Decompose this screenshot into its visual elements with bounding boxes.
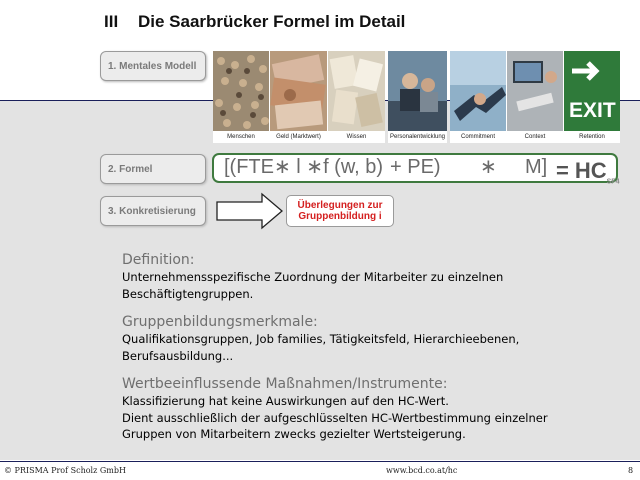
caption-menschen: Menschen xyxy=(227,134,255,140)
section-number: III xyxy=(104,12,119,31)
coaching-photo xyxy=(388,51,447,131)
page-number: 8 xyxy=(628,466,634,475)
title-text: Die Saarbrücker Formel im Detail xyxy=(138,12,406,31)
caption-wissen: Wissen xyxy=(346,134,367,140)
photo-strip-left xyxy=(213,51,385,143)
office-desk-photo xyxy=(507,51,563,131)
definition-line-1: Unternehmensspezifische Zuordnung der Mitarbeiter zu einzelnen xyxy=(122,270,504,284)
massnahmen-line-2: Dient ausschließlich der aufgeschlüsselten HC-Wertbestimmung einzelner xyxy=(122,410,548,425)
hc-symbol: HC xyxy=(574,158,607,183)
formula-result xyxy=(556,158,619,185)
footer-url[interactable]: www.bcd.co.at/hc xyxy=(386,466,458,475)
handshake-photo xyxy=(450,51,506,131)
formula-multiply: ∗ xyxy=(480,156,497,178)
definition-text xyxy=(122,269,503,302)
callout-line-1: Überlegungen zur xyxy=(297,200,383,211)
formula-part-pe: + PE) xyxy=(390,156,441,178)
merkmale-heading: Gruppenbildungsmerkmale: xyxy=(122,314,318,330)
photo-strip-middle xyxy=(388,51,447,143)
footer-copyright: © PRISMA Prof Scholz GmbH xyxy=(4,466,126,475)
massnahmen-heading: Wertbeeinflussende Maßnahmen/Instrumente: xyxy=(122,376,448,392)
formula-part-fte: [(FTE∗ l ∗f (w, b) xyxy=(224,156,384,178)
caption-commitment: Commitment xyxy=(460,134,495,140)
step-konkretisierung xyxy=(100,196,206,226)
slide-title xyxy=(104,12,405,32)
exit-sign-text: EXIT xyxy=(569,99,616,122)
definition-heading: Definition: xyxy=(122,252,195,268)
definition-line-2: Beschäftigtengruppen. xyxy=(122,286,254,301)
photo-strip-right xyxy=(450,51,620,143)
caption-context: Context xyxy=(524,134,546,140)
massnahmen-line-1: Klassifizierung hat keine Auswirkungen auf den HC-Wert. xyxy=(122,394,449,408)
formula-part-m: M] xyxy=(525,156,548,178)
caption-personalentwicklung: Personalentwicklung xyxy=(389,134,446,140)
hc-subscript: SF4 xyxy=(606,178,620,186)
books-photo xyxy=(328,51,385,131)
step-label: 2. Formel xyxy=(108,163,153,175)
money-photo xyxy=(270,51,327,131)
step-formel xyxy=(100,154,206,184)
people-crowd-photo xyxy=(213,51,269,131)
massnahmen-text xyxy=(122,393,548,443)
callout-line-2: Gruppenbildung i xyxy=(298,211,382,222)
caption-retention: Retention xyxy=(579,134,605,140)
equals-sign: = xyxy=(556,158,569,183)
merkmale-line-1: Qualifikationsgruppen, Job families, Tätigkeitsfeld, Hierarchieebenen, xyxy=(122,332,520,346)
step-mentales-modell xyxy=(100,51,206,81)
caption-geld: Geld (Marktwert) xyxy=(276,134,321,140)
merkmale-line-2: Berufsausbildung... xyxy=(122,348,234,363)
step-label: 1. Mentales Modell xyxy=(108,60,197,72)
footer-divider xyxy=(0,461,640,462)
merkmale-text xyxy=(122,331,519,364)
exit-sign-photo xyxy=(564,51,620,131)
step-label: 3. Konkretisierung xyxy=(108,205,196,217)
callout-gruppenbildung xyxy=(286,195,394,227)
arrow-right-icon xyxy=(216,192,284,232)
massnahmen-line-3: Gruppen von Mitarbeitern zwecks gezielter Wertsteigerung. xyxy=(122,427,466,441)
